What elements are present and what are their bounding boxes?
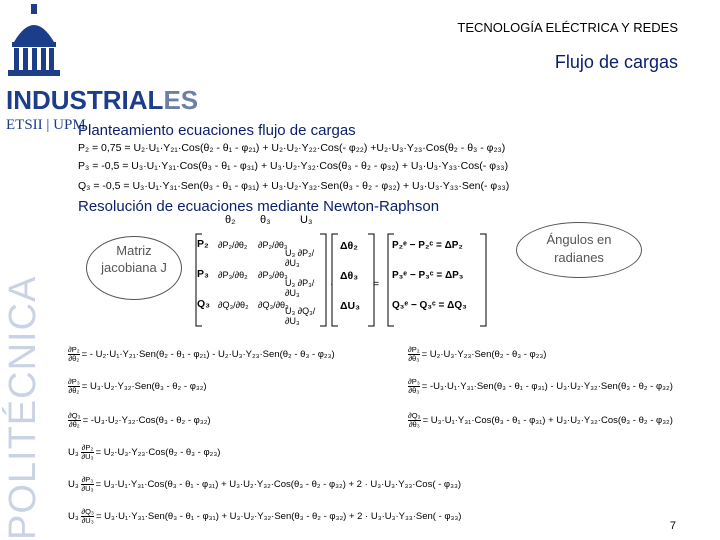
jac-33: U₃ ∂Q₃/∂U₃ bbox=[285, 306, 316, 326]
brand-name: INDUSTRIALES bbox=[6, 85, 199, 115]
equation-p3: P₃ = -0,5 = U₃·U₁·Y₃₁·Cos(θ₃ - θ₁ - φ₃₁) + U₃·U₂·Y₃₂·Cos(θ₃ - θ₂ - φ₃₂) + U₃·U₃·Y₃₃·Cos(- φ₃₃) bbox=[78, 160, 509, 172]
col-head-theta2: θ₂ bbox=[225, 214, 236, 226]
product-dot: · bbox=[330, 278, 334, 290]
derivative-u3-dp2-du3: U₃ $\frac{\text{∂P₂}}{\text{∂U₃}}$ = U₂·U₃·Y₂₃·Cos(θ₂ - θ₃ - φ₂₃) bbox=[68, 443, 221, 461]
jac-12: ∂P₂/∂θ₃ bbox=[258, 240, 288, 250]
derivative-u3-dq3-du3: U₃ $\frac{\text{∂Q₃}}{\text{∂U₃}}$ = U₃·U₁·Y₃₁·Sen(θ₃ - θ₁ - φ₃₁) + U₃·U₂·Y₃₂·Sen(θ₃ - θ₂ - φ₃₂) + 2 · U₃·U₃·Y₃₃·Sen( - φ₃₃) bbox=[68, 507, 462, 525]
jac-11: ∂P₂/∂θ₂ bbox=[218, 240, 248, 250]
derivative-dp3-dtheta3: $\frac{\text{∂P₃}}{\text{∂θ₃}}$ = -U₃·U₁·Y₃₁·Sen(θ₃ - θ₁ - φ₃₁) - U₃·U₂·Y₃₂·Sen(θ₃ - θ₂ - φ₃₂) bbox=[408, 377, 673, 395]
derivative-u3-dp3-du3: U₃ $\frac{\text{∂P₃}}{\text{∂U₃}}$ = U₃·U₁·Y₃₁·Cos(θ₃ - θ₁ - φ₃₁) + U₃·U₂·Y₃₂·Cos(θ₃ - θ₂ - φ₃₂) + 2 · U₃·U₃·Y₃₃·Cos( - φ₃₃) bbox=[68, 475, 461, 493]
mismatch-p3: P₃ᵉ − P₃ᶜ = ΔP₃ bbox=[392, 270, 464, 281]
row-head-p3: P₃ bbox=[197, 268, 209, 280]
vertical-watermark: POLITÉCNICA bbox=[2, 275, 44, 540]
mismatch-p2: P₂ᵉ − P₂ᶜ = ΔP₂ bbox=[392, 240, 463, 251]
col-head-u3: U₃ bbox=[300, 214, 313, 226]
jac-22: ∂P₃/∂θ₃ bbox=[258, 270, 288, 280]
derivative-dp2-dtheta3: $\frac{\text{∂P₂}}{\text{∂θ₃}}$ = U₂·U₃·Y₂₃·Sen(θ₂ - θ₃ - φ₂₃) bbox=[408, 345, 547, 363]
section-title-equations: Planteamiento ecuaciones flujo de cargas bbox=[78, 122, 356, 139]
jac-23: U₃ ∂P₃/∂U₃ bbox=[285, 278, 315, 298]
jac-21: ∂P₃/∂θ₂ bbox=[218, 270, 248, 280]
callout-jacobian-text: Matriz jacobiana J bbox=[101, 243, 167, 275]
derivative-dq3-dtheta3: $\frac{\text{∂Q₃}}{\text{∂θ₃}}$ = U₃·U₁·Y₃₁·Cos(θ₃ - θ₁ - φ₃₁) + U₃·U₂·Y₃₂·Cos(θ₃ - θ₂ - φ₃₂) bbox=[408, 411, 673, 429]
dome-icon bbox=[4, 2, 64, 84]
page-number: 7 bbox=[669, 520, 676, 532]
derivative-dp3-dtheta2: $\frac{\text{∂P₃}}{\text{∂θ₂}}$ = U₃·U₂·Y₃₂·Sen(θ₃ - θ₂ - φ₃₂) bbox=[68, 377, 207, 395]
brand-subtitle: ETSII | UPM bbox=[6, 117, 86, 133]
equals-sign: = bbox=[373, 278, 380, 290]
row-head-p2: P₂ bbox=[197, 238, 209, 250]
callout-radians bbox=[516, 222, 642, 278]
equation-q3: Q₃ = -0,5 = U₃·U₁·Y₃₁·Sen(θ₃ - θ₁ - φ₃₁) + U₃·U₂·Y₃₂·Sen(θ₃ - θ₂ - φ₃₂) + U₃·U₃·Y₃₃·Sen(- φ₃₃) bbox=[78, 180, 510, 192]
jac-31: ∂Q₃/∂θ₂ bbox=[218, 300, 249, 310]
unknown-dtheta3: Δθ₃ bbox=[340, 270, 359, 282]
row-head-q3: Q₃ bbox=[197, 298, 211, 310]
mismatch-q3: Q₃ᵉ − Q₃ᶜ = ΔQ₃ bbox=[392, 300, 467, 311]
col-head-theta3: θ₃ bbox=[260, 214, 271, 226]
unknown-du3: ΔU₃ bbox=[340, 300, 360, 312]
jac-32: ∂Q₃/∂θ₃ bbox=[258, 300, 289, 310]
derivative-dp2-dtheta2: $\frac{\text{∂P₂}}{\text{∂θ₂}}$ = - U₂·U₁·Y₂₁·Sen(θ₂ - θ₁ - φ₂₁) - U₂·U₃·Y₂₃·Sen(θ₂ - θ₃ - φ₂₃) bbox=[68, 345, 335, 363]
slide-title: Flujo de cargas bbox=[554, 52, 678, 72]
equation-p2: P₂ = 0,75 = U₂·U₁·Y₂₁·Cos(θ₂ - θ₁ - φ₂₁) + U₂·U₂·Y₂₂·Cos(- φ₂₂) +U₂·U₃·Y₂₃·Cos(θ₂ - θ₃ - φ₂₃) bbox=[78, 142, 506, 154]
unknown-dtheta2: Δθ₂ bbox=[340, 240, 358, 252]
callout-radians-text: Ángulos en radianes bbox=[546, 232, 612, 265]
section-title-newton-raphson: Resolución de ecuaciones mediante Newton-Raphson bbox=[78, 198, 440, 215]
course-title: TECNOLOGÍA ELÉCTRICA Y REDES bbox=[457, 20, 678, 35]
jac-13-visible: U₃ ∂P₂/∂U₃ bbox=[285, 248, 315, 268]
callout-jacobian bbox=[86, 236, 182, 300]
derivative-dq3-dtheta2: $\frac{\text{∂Q₃}}{\text{∂θ₂}}$ = -U₃·U₂·Y₃₂·Cos(θ₃ - θ₂ - φ₃₂) bbox=[68, 411, 211, 429]
